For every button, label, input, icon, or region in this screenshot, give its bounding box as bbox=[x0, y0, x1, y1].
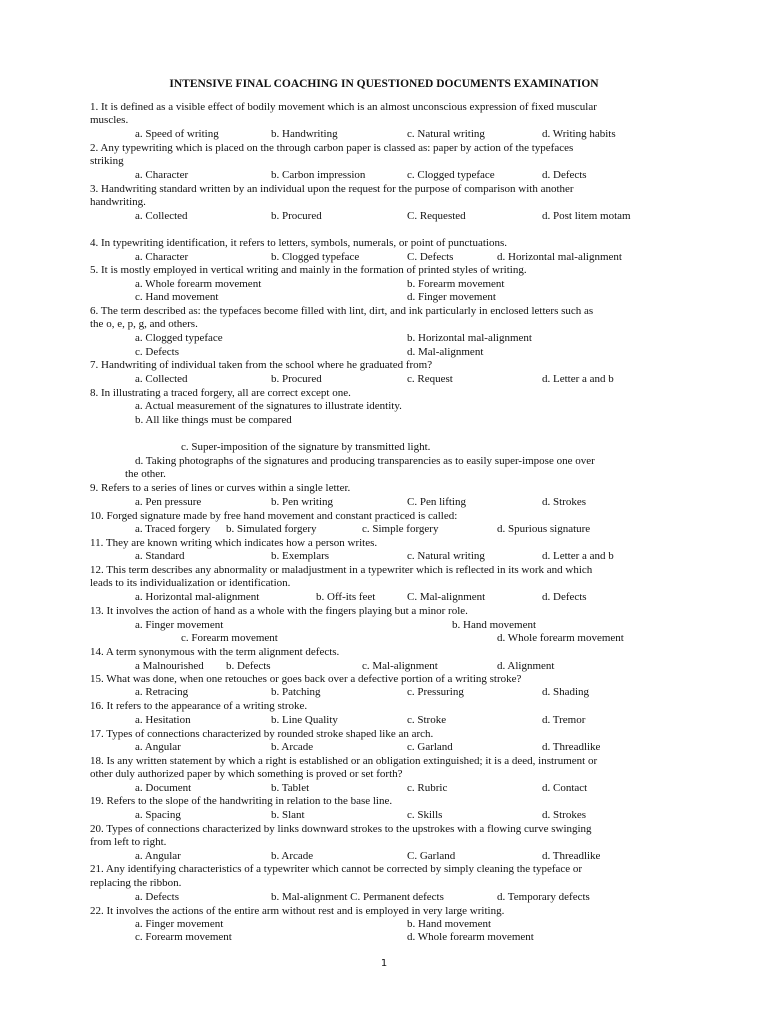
question-line: 1. It is defined as a visible effect of bodily movement which is an almost unconscious expression of fixed muscular bbox=[90, 101, 597, 113]
answer-option: c. Defects bbox=[135, 346, 179, 358]
answer-option: b. Defects bbox=[226, 660, 271, 672]
answer-option: C. Garland bbox=[407, 850, 456, 862]
answer-option: b. Simulated forgery bbox=[226, 523, 317, 535]
answer-option: a. Defects bbox=[135, 891, 179, 903]
question-line: handwriting. bbox=[90, 196, 146, 208]
question-line: 17. Types of connections characterized by rounded stroke shaped like an arch. bbox=[90, 728, 434, 740]
answer-option: a. Standard bbox=[135, 550, 185, 562]
question-line: 9. Refers to a series of lines or curves within a single letter. bbox=[90, 482, 351, 494]
answer-option: c. Forearm movement bbox=[181, 632, 278, 644]
answer-option: a. Collected bbox=[135, 210, 188, 222]
question-line: from left to right. bbox=[90, 836, 167, 848]
answer-option: C. Requested bbox=[407, 210, 466, 222]
answer-option: b. Procured bbox=[271, 210, 322, 222]
answer-option: a. Pen pressure bbox=[135, 496, 202, 508]
answer-option: d. Temporary defects bbox=[497, 891, 590, 903]
question-line: leads to its individualization or identification. bbox=[90, 577, 291, 589]
answer-option: a. Speed of writing bbox=[135, 128, 219, 140]
question-line: 3. Handwriting standard written by an individual upon the request for the purpose of comparison with another bbox=[90, 183, 574, 195]
answer-option: d. Spurious signature bbox=[497, 523, 591, 535]
answer-option: c. Natural writing bbox=[407, 128, 485, 140]
answer-option: b. Handwriting bbox=[271, 128, 338, 140]
answer-option: c. Super-imposition of the signature by transmitted light. bbox=[181, 441, 431, 453]
answer-option: the other. bbox=[125, 468, 166, 480]
answer-option: b. Procured bbox=[271, 373, 322, 385]
question-line: 12. This term describes any abnormality or maladjustment in a typewriter which is reflected in its work and which bbox=[90, 564, 593, 576]
answer-option: b. Arcade bbox=[271, 741, 314, 753]
answer-option: b. Mal-alignment C. Permanent defects bbox=[271, 891, 444, 903]
answer-option: a. Angular bbox=[135, 741, 181, 753]
answer-option: a. Document bbox=[135, 782, 192, 794]
answer-option: C. Mal-alignment bbox=[407, 591, 486, 603]
answer-option: c. Stroke bbox=[407, 714, 447, 726]
answer-option: a. Hesitation bbox=[135, 714, 191, 726]
question-line: 6. The term described as: the typefaces become filled with lint, dirt, and ink particularly in enclosed letters such as bbox=[90, 305, 594, 317]
question-line: 21. Any identifying characteristics of a typewriter which cannot be corrected by simply cleaning the typeface or bbox=[90, 863, 583, 875]
question-line: 5. It is mostly employed in vertical writing and mainly in the formation of printed styles of writing. bbox=[90, 264, 527, 276]
answer-option: d. Alignment bbox=[497, 660, 555, 672]
answer-option: b. Exemplars bbox=[271, 550, 330, 562]
answer-option: d. Defects bbox=[542, 591, 587, 603]
answer-option: d. Defects bbox=[542, 169, 587, 181]
answer-option: a. Angular bbox=[135, 850, 181, 862]
answer-option: d. Strokes bbox=[542, 809, 586, 821]
answer-option: b. Arcade bbox=[271, 850, 314, 862]
question-line: muscles. bbox=[90, 114, 129, 126]
answer-option: d. Threadlike bbox=[542, 741, 601, 753]
document-title: INTENSIVE FINAL COACHING IN QUESTIONED DOCUMENTS EXAMINATION bbox=[169, 78, 599, 90]
question-line: striking bbox=[90, 155, 124, 167]
answer-option: d. Letter a and b bbox=[542, 373, 614, 385]
answer-option: a. Whole forearm movement bbox=[135, 278, 262, 290]
answer-option: d. Horizontal mal-alignment bbox=[497, 251, 622, 263]
question-line: other duly authorized paper by which something is proved or set forth? bbox=[90, 768, 403, 780]
answer-option: C. Defects bbox=[407, 251, 454, 263]
answer-option: d. Tremor bbox=[542, 714, 586, 726]
answer-option: c. Request bbox=[407, 373, 453, 385]
answer-option: a Malnourished bbox=[135, 660, 204, 672]
question-line: 4. In typewriting identification, it refers to letters, symbols, numerals, or point of punctuations. bbox=[90, 237, 508, 249]
question-line: 20. Types of connections characterized by links downward strokes to the upstrokes with a flowing curve swinging bbox=[90, 823, 592, 835]
answer-option: c. Pressuring bbox=[407, 686, 464, 698]
question-line: 16. It refers to the appearance of a writing stroke. bbox=[90, 700, 308, 712]
question-line: 10. Forged signature made by free hand movement and constant practiced is called: bbox=[90, 510, 458, 522]
answer-option: c. Mal-alignment bbox=[362, 660, 438, 672]
answer-option: a. Clogged typeface bbox=[135, 332, 223, 344]
question-line: 14. A term synonymous with the term alignment defects. bbox=[90, 646, 340, 658]
answer-option: b. Pen writing bbox=[271, 496, 334, 508]
question-line: 18. Is any written statement by which a right is established or an obligation extinguished; it is a deed, instrument or bbox=[90, 755, 598, 767]
answer-option: d. Whole forearm movement bbox=[407, 931, 534, 943]
answer-option: a. Traced forgery bbox=[135, 523, 211, 535]
question-line: 22. It involves the actions of the entire arm without rest and is employed in very large writing. bbox=[90, 905, 505, 917]
answer-option: d. Strokes bbox=[542, 496, 586, 508]
answer-option: b. Tablet bbox=[271, 782, 310, 794]
answer-option: b. Hand movement bbox=[407, 918, 492, 930]
answer-option: d. Writing habits bbox=[542, 128, 616, 140]
answer-option: c. Clogged typeface bbox=[407, 169, 495, 181]
answer-option: b. Carbon impression bbox=[271, 169, 366, 181]
question-line: 11. They are known writing which indicates how a person writes. bbox=[90, 537, 378, 549]
answer-option: a. Retracing bbox=[135, 686, 189, 698]
question-line: replacing the ribbon. bbox=[90, 877, 182, 889]
answer-option: a. Character bbox=[135, 169, 189, 181]
answer-option: d. Taking photographs of the signatures and producing transparencies as to easily super-impose one over bbox=[135, 455, 595, 467]
answer-option: d. Threadlike bbox=[542, 850, 601, 862]
answer-option: b. Slant bbox=[271, 809, 305, 821]
answer-option: c. Simple forgery bbox=[362, 523, 439, 535]
answer-option: b. Hand movement bbox=[452, 619, 537, 631]
answer-option: b. Line Quality bbox=[271, 714, 338, 726]
answer-option: c. Hand movement bbox=[135, 291, 219, 303]
question-line: 7. Handwriting of individual taken from the school where he graduated from? bbox=[90, 359, 433, 371]
answer-option: d. Shading bbox=[542, 686, 590, 698]
question-line: 13. It involves the action of hand as a whole with the fingers playing but a minor role. bbox=[90, 605, 468, 617]
answer-option: a. Horizontal mal-alignment bbox=[135, 591, 260, 603]
answer-option: b. All like things must be compared bbox=[135, 414, 292, 426]
answer-option: a. Finger movement bbox=[135, 918, 224, 930]
question-line: 2. Any typewriting which is placed on the through carbon paper is classed as: paper by action of the typefaces bbox=[90, 142, 574, 154]
answer-option: d. Finger movement bbox=[407, 291, 496, 303]
answer-option: c. Forearm movement bbox=[135, 931, 232, 943]
answer-option: a. Collected bbox=[135, 373, 188, 385]
answer-option: d. Post litem motam bbox=[542, 210, 631, 222]
page-number: 1 bbox=[380, 958, 388, 969]
answer-option: a. Spacing bbox=[135, 809, 181, 821]
answer-option: d. Contact bbox=[542, 782, 588, 794]
answer-option: C. Pen lifting bbox=[407, 496, 466, 508]
answer-option: c. Natural writing bbox=[407, 550, 485, 562]
answer-option: a. Finger movement bbox=[135, 619, 224, 631]
answer-option: c. Rubric bbox=[407, 782, 448, 794]
answer-option: b. Patching bbox=[271, 686, 321, 698]
answer-option: b. Off-its feet bbox=[316, 591, 376, 603]
answer-option: b. Forearm movement bbox=[407, 278, 505, 290]
answer-option: a. Character bbox=[135, 251, 189, 263]
answer-option: c. Garland bbox=[407, 741, 453, 753]
answer-option: d. Whole forearm movement bbox=[497, 632, 624, 644]
answer-option: d. Letter a and b bbox=[542, 550, 614, 562]
answer-option: b. Horizontal mal-alignment bbox=[407, 332, 532, 344]
answer-option: d. Mal-alignment bbox=[407, 346, 484, 358]
question-line: the o, e, p, g, and others. bbox=[90, 318, 198, 330]
answer-option: c. Skills bbox=[407, 809, 443, 821]
question-line: 8. In illustrating a traced forgery, all are correct except one. bbox=[90, 387, 351, 399]
question-line: 19. Refers to the slope of the handwriting in relation to the base line. bbox=[90, 795, 393, 807]
question-line: 15. What was done, when one retouches or goes back over a defective portion of a writing stroke? bbox=[90, 673, 522, 685]
answer-option: b. Clogged typeface bbox=[271, 251, 360, 263]
answer-option: a. Actual measurement of the signatures to illustrate identity. bbox=[135, 400, 402, 412]
